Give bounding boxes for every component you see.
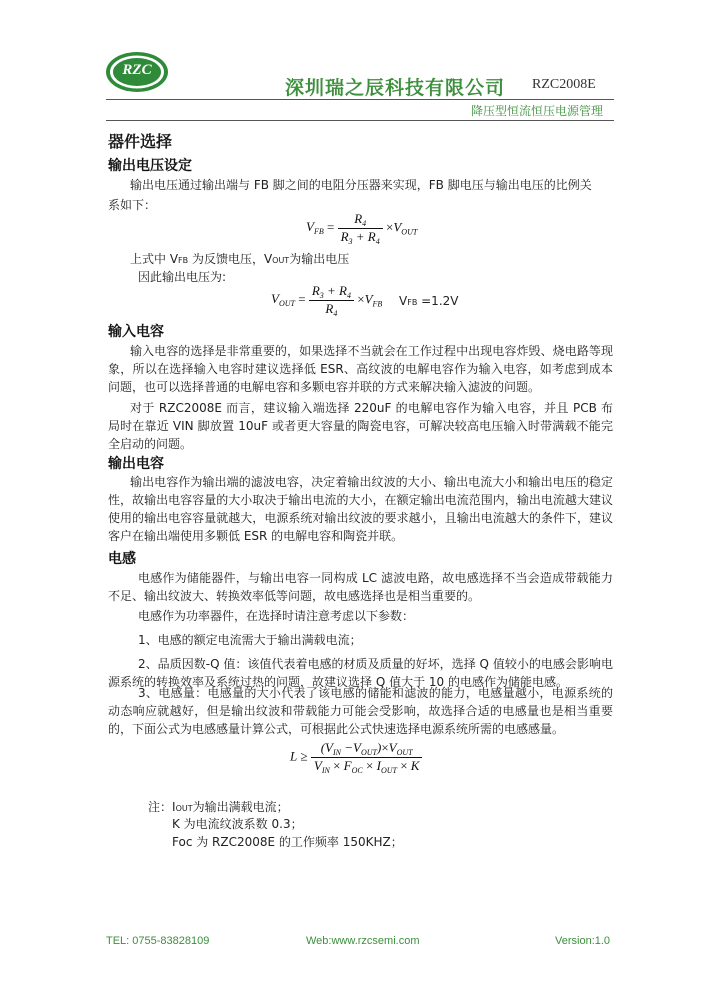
- section-heading-cout: 输出电容: [108, 456, 164, 472]
- inductor-item-3: 3、电感量：电感量的大小代表了该电感的储能和滤波的能力，电感量越小，电源系统的动态响应就越好，但是输出纹波和带载能力可能会受影响，故选择合适的电感量也是相当重要的，下面公式为电感感量计算公式，可根据此公式快速选择电源系统所需的电感感量。: [108, 686, 613, 736]
- vout-paragraph-line1: 输出电压通过输出端与 FB 脚之间的电阻分压器来实现，FB 脚电压与输出电压的比例关: [130, 178, 592, 192]
- company-name: 深圳瑞之辰科技有限公司: [285, 77, 506, 99]
- formula-vout: $V_{OUT}$ = $\frac{R_3 + R_4}{R_4}$ $\times V_{FB}$: [271, 283, 383, 318]
- header-divider: [106, 99, 614, 100]
- vout-note2: 因此输出电压为:: [138, 270, 227, 284]
- vout-paragraph-line2: 系如下：: [108, 198, 157, 212]
- inductor-note-1: 注：IOUT为输出满载电流；: [148, 800, 289, 814]
- inductor-item-1: 1、电感的额定电流需大于输出满载电流；: [138, 633, 362, 647]
- inductor-paragraph-2: 电感作为功率器件，在选择时请注意考虑以下参数：: [138, 609, 415, 623]
- inductor-note-3: Foc 为 RZC2008E 的工作频率 150KHZ；: [172, 835, 403, 849]
- cout-paragraph-1: 输出电容作为输出端的滤波电容，决定着输出纹波的大小、输出电流大小和输出电压的稳定性，故输出电容容量的大小取决于输出电流的大小，在额定输出电流范围内，输出电流越大建议使用的输出电容容量就越大，电源系统对输出纹波的要求越小，且输出电流越大的条件下，建议客户在输出端使用多颗低 ESR 的电解电容和陶瓷并联。: [108, 475, 613, 543]
- inductor-note-2: K 为电流纹波系数 0.3；: [172, 817, 303, 831]
- vout-note1: 上式中 VFB 为反馈电压，VOUT为输出电压: [130, 252, 350, 266]
- footer-tel: TEL: 0755-83828109: [106, 935, 210, 947]
- page-title: 器件选择: [108, 132, 173, 151]
- formula-inductance: L ≥ $\frac{(V_{IN} -V_{OUT})\times V_{OUT}}{V_{IN} \times F_{OC} \times I_{OUT} \times K}$: [290, 740, 422, 775]
- inductor-paragraph-1: 电感作为储能器件，与输出电容一同构成 LC 滤波电路，故电感选择不当会造成带载能力不足、输出纹波大、转换效率低等问题，故电感选择也是相当重要的。: [108, 571, 613, 603]
- section-heading-cin: 输入电容: [108, 324, 164, 340]
- cin-paragraph-1: 输入电容的选择是非常重要的，如果选择不当就会在工作过程中出现电容炸毁、烧电路等现象，所以在选择输入电容时建议选择低 ESR、高纹波的电解电容作为输入电容，如考虑到成本问题，也可以选择普通的电解电容和多颗电容并联的方式来解决输入滤波的问题。: [108, 344, 613, 394]
- header-divider-bottom: [106, 120, 614, 121]
- formula-vfb: $V_{FB}$ = $\frac{R_4}{R_3 + R_4}$ $\times V_{OUT}$: [306, 211, 418, 246]
- section-heading-inductor: 电感: [108, 551, 136, 567]
- vfb-value: VFB =1.2V: [399, 294, 459, 308]
- company-logo: [104, 50, 170, 94]
- footer-web: Web:www.rzcsemi.com: [306, 935, 420, 947]
- cin-paragraph-2: 对于 RZC2008E 而言，建议输入端选择 220uF 的电解电容作为输入电容，并且 PCB 布局时在靠近 VIN 脚放置 10uF 或者更大容量的陶瓷电容，可解决较高电压输入时带满载不能完全启动的问题。: [108, 401, 613, 451]
- section-heading-vout: 输出电压设定: [108, 158, 192, 174]
- logo-text: RZC: [122, 62, 152, 78]
- footer-version: Version:1.0: [555, 935, 611, 947]
- product-subtitle: 降压型恒流恒压电源管理: [471, 104, 604, 118]
- model-number: RZC2008E: [532, 77, 596, 92]
- inductor-item-2: 2、品质因数-Q 值：该值代表着电感的材质及质量的好坏，选择 Q 值较小的电感会影响电源系统的转换效率及系统过热的问题，故建议选择 Q 值大于 10 的电感作为储能电感。: [108, 657, 613, 689]
